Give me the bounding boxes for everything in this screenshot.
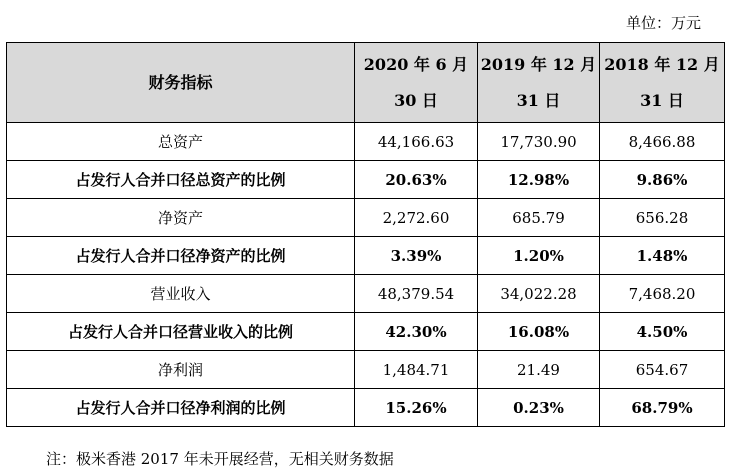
row-label: 占发行人合并口径净利润的比例: [7, 389, 355, 427]
row-value: 3.39%: [355, 237, 478, 275]
row-value: 1,484.71: [355, 351, 478, 389]
table-row: [7, 389, 725, 427]
table-header-row: [7, 43, 725, 123]
row-value: 7,468.20: [600, 275, 725, 313]
row-label: 总资产: [7, 123, 355, 161]
table-row: [7, 237, 725, 275]
row-label: 占发行人合并口径营业收入的比例: [7, 313, 355, 351]
row-value: 15.26%: [355, 389, 478, 427]
row-value: 4.50%: [600, 313, 725, 351]
row-value: 16.08%: [478, 313, 600, 351]
header-indicator: 财务指标: [7, 43, 355, 123]
header-2020-06-30: 2020 年 6 月 30 日: [355, 43, 478, 123]
table-row: [7, 161, 725, 199]
row-value: 68.79%: [600, 389, 725, 427]
row-value: 1.48%: [600, 237, 725, 275]
unit-label: 单位：万元: [625, 14, 701, 32]
row-value: 21.49: [478, 351, 600, 389]
row-value: 44,166.63: [355, 123, 478, 161]
financial-table: [6, 42, 725, 427]
row-value: 17,730.90: [478, 123, 600, 161]
table-row: [7, 313, 725, 351]
row-value: 1.20%: [478, 237, 600, 275]
row-value: 9.86%: [600, 161, 725, 199]
row-value: 656.28: [600, 199, 725, 237]
row-value: 48,379.54: [355, 275, 478, 313]
row-label: 净利润: [7, 351, 355, 389]
row-label: 净资产: [7, 199, 355, 237]
header-2019-12-31: 2019 年 12 月 31 日: [478, 43, 600, 123]
row-value: 8,466.88: [600, 123, 725, 161]
row-value: 42.30%: [355, 313, 478, 351]
row-value: 34,022.28: [478, 275, 600, 313]
row-value: 12.98%: [478, 161, 600, 199]
row-value: 685.79: [478, 199, 600, 237]
row-label: 占发行人合并口径总资产的比例: [7, 161, 355, 199]
table-row: [7, 199, 725, 237]
table-row: [7, 123, 725, 161]
row-value: 2,272.60: [355, 199, 478, 237]
row-value: 0.23%: [478, 389, 600, 427]
footnote: 注：极米香港 2017 年未开展经营，无相关财务数据: [46, 450, 394, 468]
header-2018-12-31: 2018 年 12 月 31 日: [600, 43, 725, 123]
row-label: 占发行人合并口径净资产的比例: [7, 237, 355, 275]
row-value: 20.63%: [355, 161, 478, 199]
row-value: 654.67: [600, 351, 725, 389]
row-label: 营业收入: [7, 275, 355, 313]
table-body: [7, 123, 725, 427]
table-row: [7, 351, 725, 389]
table-row: [7, 275, 725, 313]
